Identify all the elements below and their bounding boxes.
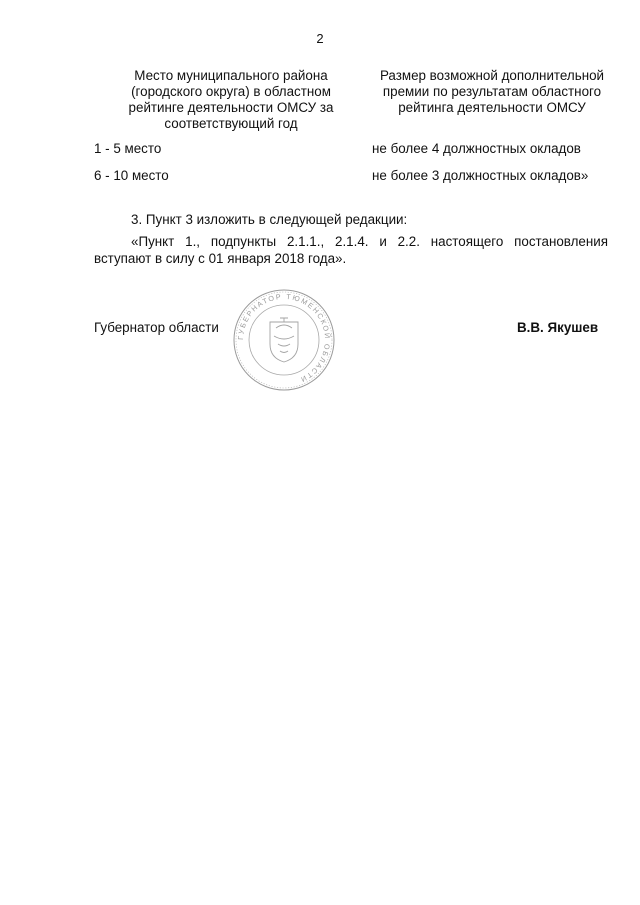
signature-title: Губернатор области: [94, 320, 219, 335]
table-row-bonus: не более 3 должностных окладов»: [372, 168, 589, 183]
signature-name: В.В. Якушев: [517, 320, 599, 335]
header-line: премии по результатам областного: [382, 84, 602, 99]
header-line: (городского округа) в областном: [131, 84, 331, 99]
header-line: соответствующий год: [164, 116, 298, 131]
page-number: 2: [316, 31, 324, 46]
header-line: рейтинга деятельности ОМСУ: [398, 100, 586, 115]
item-3-heading: 3. Пункт 3 изложить в следующей редакции:: [131, 212, 408, 227]
header-line: рейтинге деятельности ОМСУ за: [128, 100, 334, 115]
quote-line-2: вступают в силу с 01 января 2018 года».: [94, 251, 347, 266]
quote-line-1: «Пункт 1., подпункты 2.1.1., 2.1.4. и 2.2. настоящего постановления: [131, 234, 608, 249]
coat-of-arms-icon: [270, 318, 298, 362]
official-seal-stamp: [232, 288, 336, 392]
svg-text:ГУБЕРНАТОР ТЮМЕНСКОЙ ОБЛАСТИ: [236, 292, 332, 385]
table-header-place: [108, 68, 354, 132]
header-line: Размер возможной дополнительной: [379, 68, 605, 83]
table-row-place: 6 - 10 место: [94, 168, 169, 183]
table-header-bonus: [370, 68, 614, 116]
header-line: Место муниципального района: [134, 68, 328, 83]
seal-ring-text: ГУБЕРНАТОР ТЮМЕНСКОЙ ОБЛАСТИ: [235, 291, 333, 385]
table-row-place: 1 - 5 место: [94, 141, 162, 156]
table-row-bonus: не более 4 должностных окладов: [372, 141, 581, 156]
